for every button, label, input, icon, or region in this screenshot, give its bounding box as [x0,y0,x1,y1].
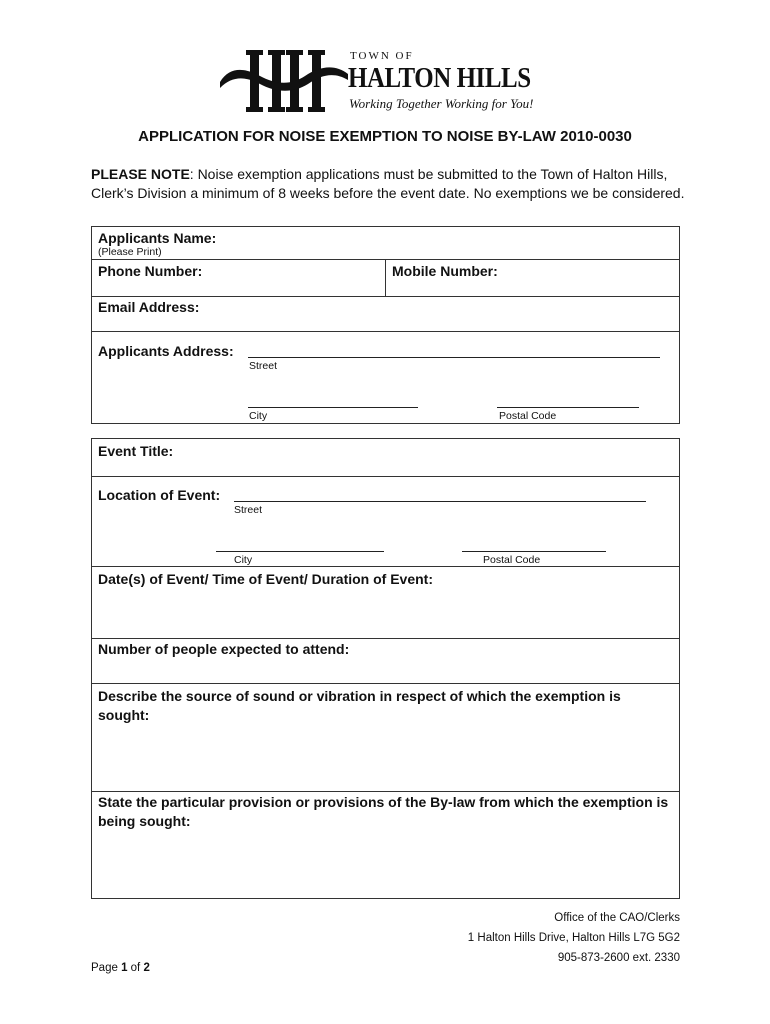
page-prefix: Page [91,962,122,974]
applicant-street-label: Street [249,360,278,372]
applicant-city-line[interactable] [248,407,418,408]
event-street-line[interactable] [234,501,646,502]
applicant-city-label: City [249,410,268,422]
phone-label: Phone Number: [98,263,203,279]
attendance-label: Number of people expected to attend: [98,641,350,657]
applicant-name-row[interactable] [92,227,679,260]
applicant-postal-label: Postal Code [499,410,557,422]
event-section [91,438,680,899]
page-total: 2 [143,962,150,974]
sound-source-label: Describe the source of sound or vibration in respect of which the exemption is sought: [98,688,621,723]
bylaw-provision-label: State the particular provision or provisions of the By-law from which the exemption is being sought: [98,794,669,829]
office-name: Office of the CAO/Clerks [554,912,680,924]
applicant-street-line[interactable] [248,357,660,358]
applicant-postal-line[interactable] [497,407,639,408]
applicant-address-row [92,332,679,425]
logo-town-of: TOWN OF [350,50,414,62]
form-title: APPLICATION FOR NOISE EXEMPTION TO NOISE BY-LAW 2010-0030 [138,128,632,145]
event-title-row[interactable] [92,439,679,477]
email-label: Email Address: [98,299,200,315]
event-postal-label: Postal Code [483,554,541,566]
event-title-label: Event Title: [98,443,174,459]
event-location-row [92,477,679,567]
email-row[interactable] [92,297,679,332]
applicant-section [91,226,680,424]
event-dates-label: Date(s) of Event/ Time of Event/ Duration of Event: [98,571,434,587]
bylaw-provision-row[interactable] [92,792,679,900]
event-street-label: Street [234,504,263,516]
applicant-address-label: Applicants Address: [98,343,234,359]
please-note [91,165,691,203]
page-of: of [127,962,144,974]
sound-source-row[interactable] [92,684,679,792]
mobile-label: Mobile Number: [392,263,498,279]
logo-town-name: HALTON HILLS [348,62,531,94]
note-lead: PLEASE NOTE [91,166,190,182]
event-dates-row[interactable] [92,567,679,639]
event-postal-line[interactable] [462,551,606,552]
page-number [91,962,150,974]
office-phone: 905-873-2600 ext. 2330 [557,952,680,964]
attendance-row[interactable] [92,639,679,684]
page-current: 1 [121,962,128,974]
logo-tagline: Working Together Working for You! [349,96,534,111]
event-city-label: City [234,554,253,566]
office-address: 1 Halton Hills Drive, Halton Hills L7G 5G2 [467,932,680,944]
phone-mobile-divider [385,260,386,296]
applicant-name-label: Applicants Name: [98,230,217,246]
event-city-line[interactable] [216,551,384,552]
phone-row [92,260,679,297]
applicant-name-hint: (Please Print) [98,246,162,258]
note-text: : Noise exemption applications must be submitted to the Town of Halton Hills, Clerk’s Division a minimum of 8 weeks before the event date. No exemptions we be considered. [91,166,685,201]
office-contact [468,908,680,968]
event-location-label: Location of Event: [98,487,221,503]
